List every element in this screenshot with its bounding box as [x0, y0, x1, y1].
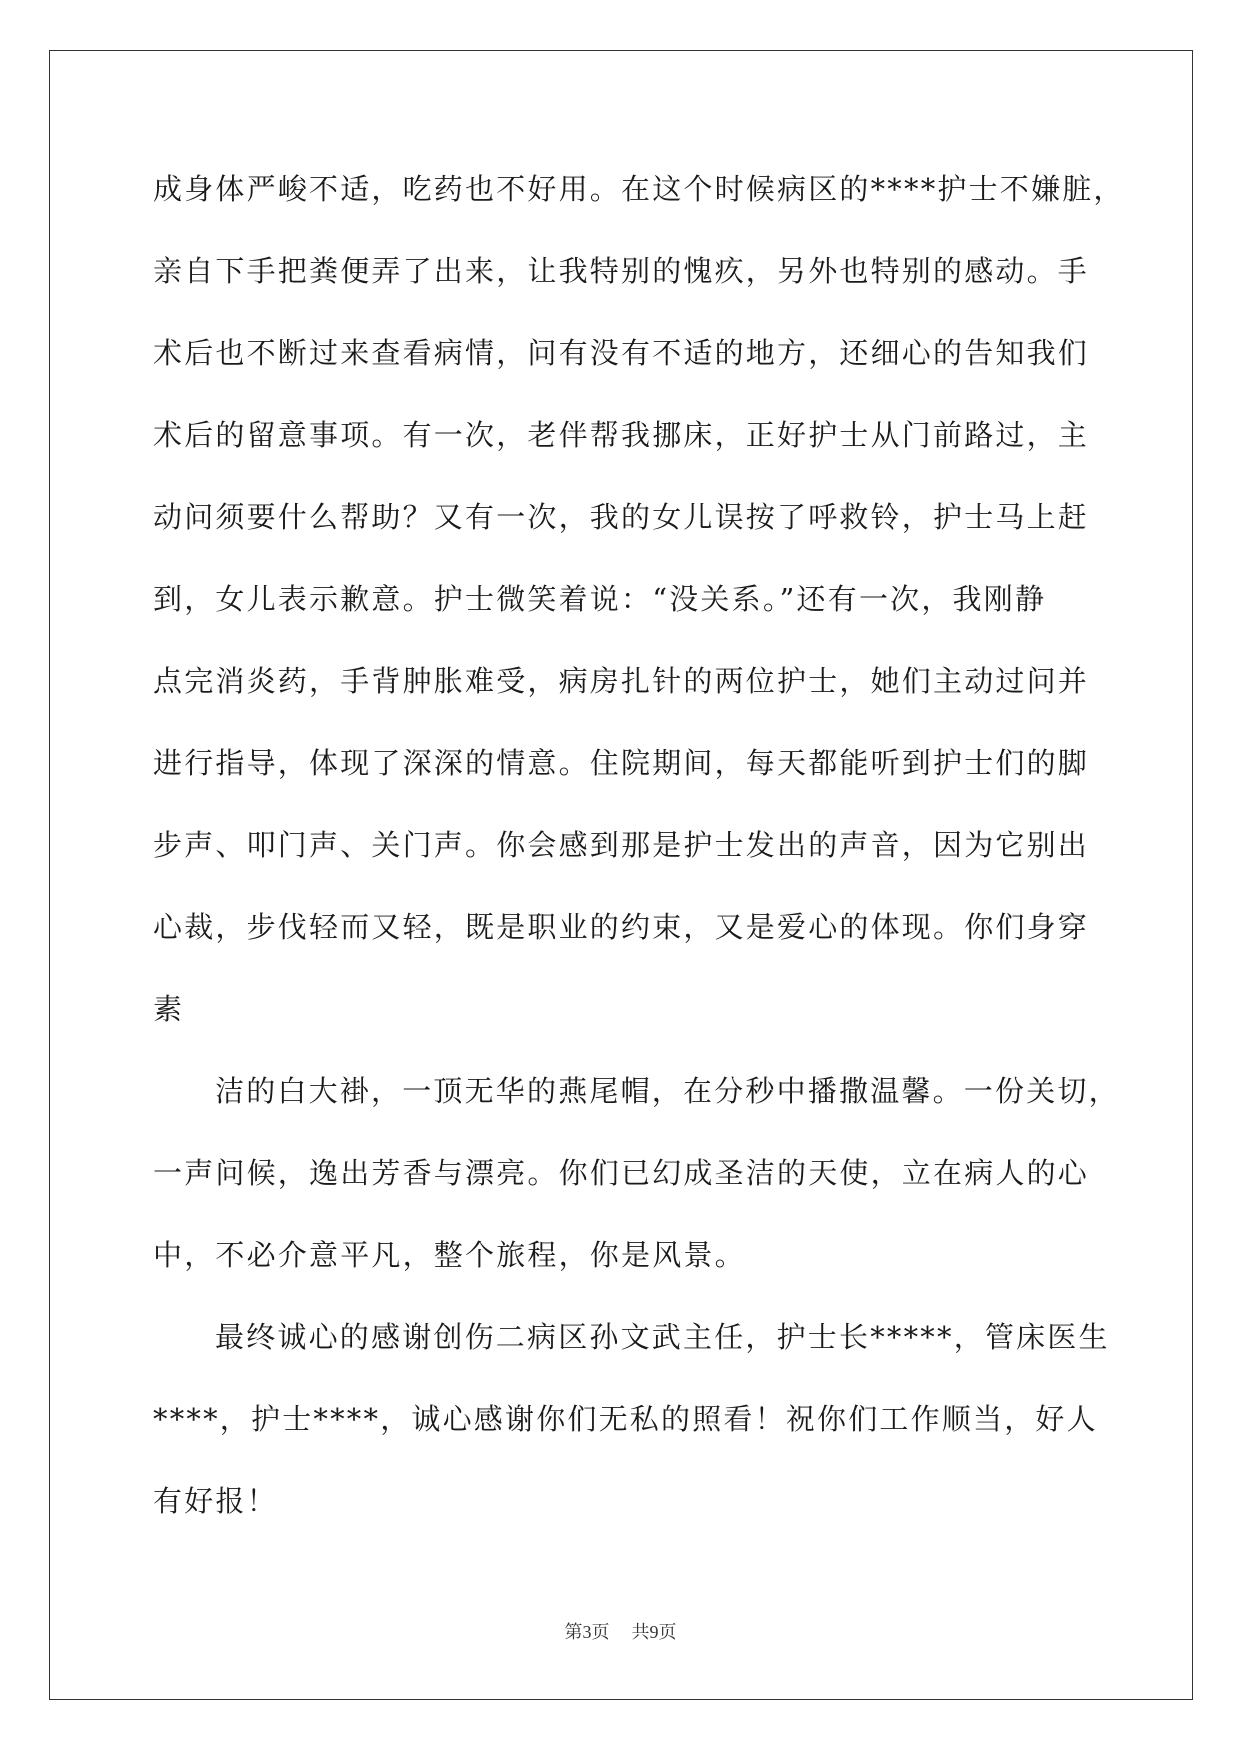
text-line: ****，护士****，诚心感谢你们无私的照看！祝你们工作顺当，好人: [153, 1402, 1098, 1436]
text-line: 点完消炎药，手背肿胀难受，病房扎针的两位护士，她们主动过问并: [153, 664, 1090, 698]
text-line: 进行指导，体现了深深的情意。住院期间，每天都能听到护士们的脚: [153, 746, 1090, 780]
text-line: 术后的留意事项。有一次，老伴帮我挪床，正好护士从门前路过，主: [153, 418, 1090, 452]
text-line: 最终诚心的感谢创伤二病区孙文武主任，护士长*****，管床医生: [215, 1320, 1110, 1354]
text-line: 一声问候，逸出芳香与漂亮。你们已幻成圣洁的天使，立在病人的心: [153, 1156, 1090, 1190]
page-footer: [0, 1618, 1241, 1644]
document-body: [153, 148, 1125, 1542]
text-line: 素: [153, 992, 185, 1026]
text-line: 成身体严峻不适，吃药也不好用。在这个时候病区的****护士不嫌脏，: [153, 172, 1125, 206]
text-line: 步声、叩门声、关门声。你会感到那是护士发出的声音，因为它别出: [153, 828, 1090, 862]
text-line: 到，女儿表示歉意。护士微笑着说：“没关系。”还有一次，我刚静: [153, 582, 1047, 616]
text-line: 心裁，步伐轻而又轻，既是职业的约束，又是爱心的体现。你们身穿: [153, 910, 1090, 944]
text-line: 术后也不断过来查看病情，问有没有不适的地方，还细心的告知我们: [153, 336, 1090, 370]
text-line: 亲自下手把粪便弄了出来，让我特别的愧疚，另外也特别的感动。手: [153, 254, 1090, 288]
total-pages-label: 共9页: [631, 1622, 677, 1642]
text-line: 有好报！: [153, 1484, 278, 1518]
text-line: 动问须要什么帮助？又有一次，我的女儿误按了呼救铃，护士马上赶: [153, 500, 1090, 534]
text-line: 洁的白大褂，一顶无华的燕尾帽，在分秒中播撒温馨。一份关切，: [215, 1074, 1120, 1108]
text-line: 中，不必介意平凡，整个旅程，你是风景。: [153, 1238, 746, 1272]
current-page-label: 第3页: [564, 1622, 610, 1642]
